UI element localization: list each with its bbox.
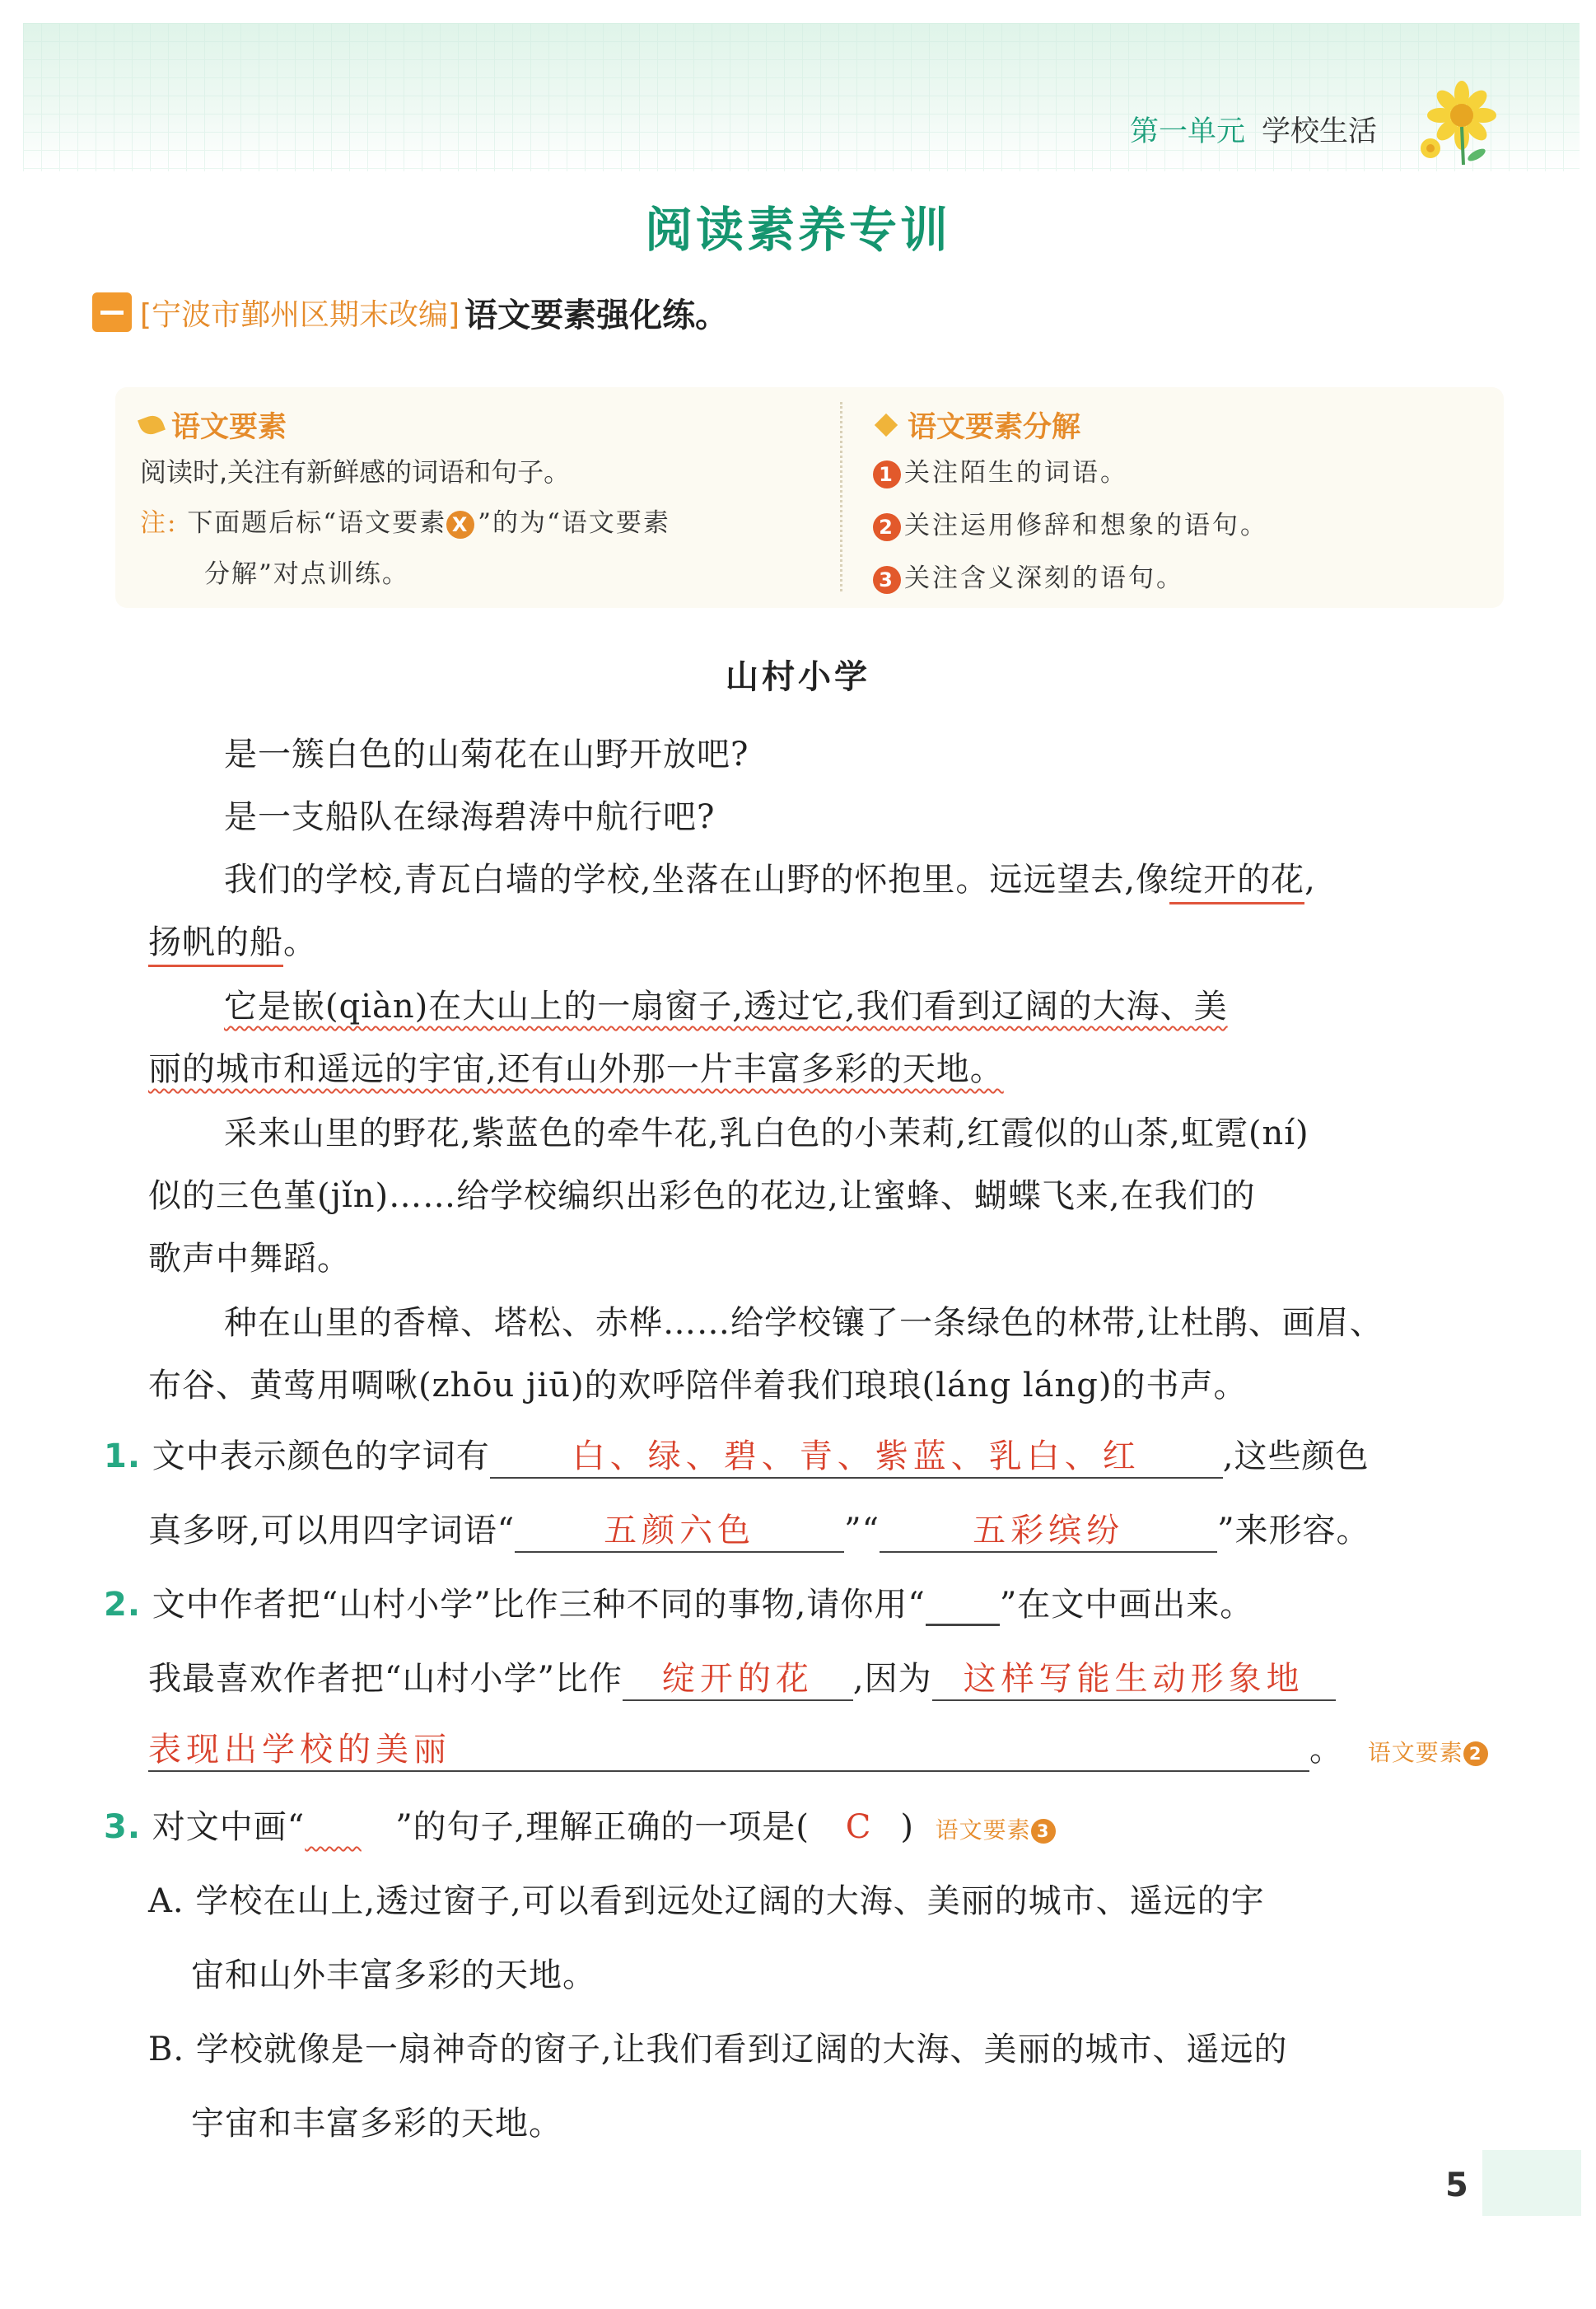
wavy-underlined-sentence: 丽的城市和遥远的宇宙,还有山外那一片丰富多彩的天地。 (148, 1050, 1004, 1088)
number-1-icon: 1 (873, 460, 901, 488)
diamond-icon (875, 414, 898, 437)
info-divider (840, 402, 842, 591)
question-2-line-2: 我最喜欢作者把“山村小学”比作 绽开的花 ,因为 这样写能生动形象地 (148, 1652, 1336, 1701)
info-right (873, 404, 1482, 605)
info-left-text: 阅读时,关注有新鲜感的词语和句子。 (140, 456, 571, 488)
article-line: 种在山里的香樟、塔松、赤桦……给学校镶了一条绿色的林带,让杜鹃、画眉、 (224, 1304, 1384, 1342)
underlined-metaphor: 扬帆的船 (148, 923, 283, 967)
element-tag: 语文要素 3 (936, 1816, 1059, 1844)
unit-label: 第一单元 (1130, 115, 1246, 148)
question-heading (92, 290, 728, 334)
info-left (140, 404, 922, 600)
wavy-underline-sample (305, 1808, 395, 1846)
section-one-badge (92, 292, 132, 332)
underline-sample (926, 1586, 1000, 1626)
answer-choice[interactable]: C (845, 1808, 876, 1846)
answer-text: 绽开的花 (661, 1660, 814, 1698)
info-right-heading: 语文要素分解 (908, 411, 1081, 444)
page-number: 5 (1445, 2166, 1468, 2204)
answer-text: 五彩缤纷 (973, 1512, 1125, 1549)
question-number: 3. (104, 1808, 142, 1846)
article-line: 歌声中舞蹈。 (148, 1240, 351, 1278)
info-box (115, 387, 1504, 608)
note-text-1b: ”的为“语文要素 (478, 508, 670, 538)
info-left-heading: 语文要素 (171, 411, 287, 444)
option-a-cont: 宙和山外丰富多彩的天地。 (191, 1956, 596, 1994)
element-item: 2 关注运用修辞和想象的语句。 (873, 499, 1482, 552)
number-2-icon: 2 (1463, 1741, 1488, 1766)
page-title: 阅读素养专训 (644, 202, 951, 258)
element-item: 3 关注含义深刻的语句。 (873, 552, 1482, 605)
answer-blank[interactable] (148, 1723, 1309, 1772)
x-marker-icon: X (446, 511, 474, 539)
answer-text: 表现出学校的美丽 (148, 1731, 451, 1769)
article-line: 似的三色堇(jǐn)……给学校编织出彩色的花边,让蜜蜂、蝴蝶飞来,在我们的 (148, 1177, 1256, 1215)
article-line: 是一支船队在绿海碧涛中航行吧? (224, 798, 716, 836)
question-number: 1. (104, 1437, 142, 1475)
option-b-cont: 宇宙和丰富多彩的天地。 (191, 2105, 562, 2143)
number-2-icon: 2 (873, 513, 901, 541)
sunflower-icon (1412, 76, 1503, 166)
question-title: 语文要素强化练。 (464, 296, 729, 334)
question-1-line-1: 1. 文中表示颜色的字词有 白、绿、碧、青、紫蓝、乳白、红 ,这些颜色 (104, 1430, 1369, 1479)
footer-band (1482, 2150, 1581, 2216)
article-line: 布谷、黄莺用啁啾(zhōu jiū)的欢呼陪伴着我们琅琅(láng láng)的书声。 (148, 1367, 1248, 1405)
option-b[interactable]: B. 学校就像是一扇神奇的窗子,让我们看到辽阔的大海、美丽的城市、遥远的 (148, 2031, 1288, 2068)
article-line: 扬帆的船。 (148, 916, 317, 963)
article-title: 山村小学 (726, 657, 870, 696)
underlined-metaphor: 绽开的花 (1169, 861, 1304, 904)
element-item: 1 关注陌生的词语。 (873, 446, 1482, 499)
answer-blank[interactable] (880, 1504, 1217, 1553)
answer-blank[interactable] (490, 1430, 1223, 1479)
note-text-2: 分解”对点训练。 (204, 559, 409, 589)
element-tag: 语文要素 2 (1368, 1739, 1491, 1766)
article-line: 采来山里的野花,紫蓝色的牵牛花,乳白色的小茉莉,红霞似的山茶,虹霓(ní) (224, 1115, 1309, 1152)
wavy-underlined-sentence: 它是嵌(qiàn)在大山上的一扇窗子,透过它,我们看到辽阔的大海、美 (224, 988, 1228, 1026)
question-2-line-1: 2. 文中作者把“山村小学”比作三种不同的事物,请你用“ ”在文中画出来。 (104, 1578, 1253, 1626)
answer-blank[interactable] (515, 1504, 844, 1553)
leaf-icon (138, 413, 166, 437)
answer-text: 五颜六色 (604, 1512, 756, 1549)
question-number: 2. (104, 1586, 142, 1624)
answer-text: 这样写能生动形象地 (963, 1660, 1304, 1698)
number-3-icon: 3 (1031, 1819, 1056, 1844)
answer-blank[interactable] (932, 1652, 1336, 1701)
note-text-1a: 下面题后标“语文要素 (187, 508, 447, 538)
note-label: 注: (140, 508, 178, 538)
question-1-line-2: 真多呀,可以用四字词语“ 五颜六色 ”“ 五彩缤纷 ”来形容。 (148, 1504, 1370, 1553)
answer-text: 白、绿、碧、青、紫蓝、乳白、红 (572, 1437, 1141, 1475)
article-line: 我们的学校,青瓦白墙的学校,坐落在山野的怀抱里。远远望去,像绽开的花, (224, 853, 1316, 900)
number-3-icon: 3 (873, 566, 901, 594)
answer-blank[interactable] (623, 1652, 853, 1701)
article-line: 是一簇白色的山菊花在山野开放吧? (224, 736, 749, 774)
question-source: [宁波市鄞州区期末改编] (140, 297, 460, 332)
question-3-line-1: 3. 对文中画“ ”的句子,理解正确的一项是( C ) 语文要素 3 (104, 1801, 1059, 1848)
unit-name: 学校生活 (1262, 115, 1378, 148)
question-2-line-3: 表现出学校的美丽 。 语文要素 2 (148, 1723, 1491, 1772)
option-a[interactable]: A. 学校在山上,透过窗子,可以看到远处辽阔的大海、美丽的城市、遥远的宇 (148, 1882, 1265, 1920)
